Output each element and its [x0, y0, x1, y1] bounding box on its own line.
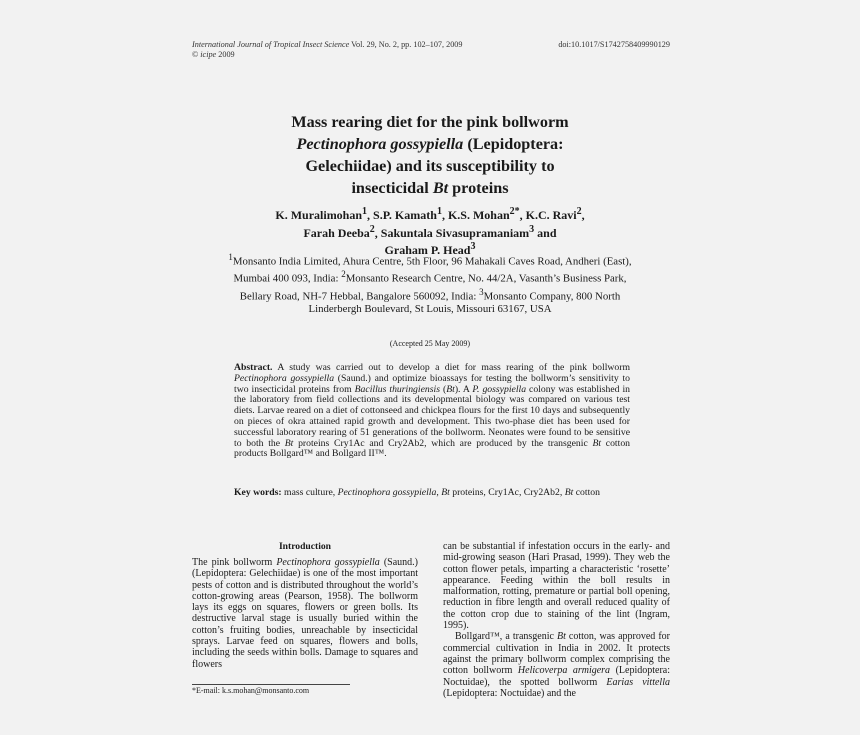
abstract-label: Abstract. [234, 362, 273, 373]
affiliations: $^1$Monsanto India Limited, Ahura Centre, 5th Floor, 96 Mahakali Caves Road, Andheri (East), Mumbai 400 093, India: $^2$Monsanto Research Centre, No. 44/2A, Vasanth’s Business Park, Bellary Road, NH-7 Hebbal, Bangalore 560092, India: $^3$Monsanto Company, 800 North Linderbergh Boulevard, St Louis, Missouri 63167, USA [228, 252, 632, 315]
running-header [192, 40, 462, 60]
journal-name: International Journal of Tropical Insect Science [192, 40, 350, 49]
doi[interactable]: doi:10.1017/S1742758409990129 [558, 40, 670, 49]
section-heading-introduction: Introduction [278, 541, 332, 552]
keywords: Key words: mass culture, Pectinophora gossypiella, Bt proteins, Cry1Ac, Cry2Ab2, Bt cotton [234, 487, 600, 498]
footnote-rule [192, 684, 350, 685]
paragraph: Bollgard™, a transgenic Bt cotton, was approved for commercial cultivation in India in 2002. It protects against the primary bollworm complex comprising the cotton bollworm Helicoverpa armigera (Lepidoptera: Noctuidae), the spotted bollworm Earias vittella (Lepidoptera: Noctuidae) and the [443, 631, 670, 699]
paragraph: The pink bollworm Pectinophora gossypiella (Saund.) (Lepidoptera: Gelechiidae) is one of the most important pests of cotton and is distributed throughout the world’s cotton-growing areas (Pearson, 1958). The bollworm lays its eggs on squares, flowers or green bolls. Its destructive larval stage is usually buried within the cotton’s fruiting bodies, unreachable by insecticidal sprays. Larvae feed on squares, flowers and bolls, including the seeds within bolls. Damage to squares and flowers [192, 557, 418, 670]
abstract: Abstract. A study was carried out to develop a diet for mass rearing of the pink bollworm Pectinophora gossypiella (Saund.) and optimize bioassays for testing the bollworm’s sensitivity to two insecticidal proteins from Bacillus thuringiensis (Bt). A P. gossypiella colony was established in the laboratory from field collections and its developmental biology was compared on various test diets. Larvae reared on a diet of cottonseed and chickpea flours for the first 10 days and subsequently on pieces of okra attained rapid growth and development. This two-phase diet has been used for successful laboratory rearing of 51 generations of the bollworm. Neonates were found to be sensitive to both the Bt proteins Cry1Ac and Cry2Ab2, which are produced by the transgenic Bt cotton products Bollgard™ and Bollgard II™. [234, 362, 631, 460]
paragraph: can be substantial if infestation occurs in the early- and mid-growing season (Hari Prasad, 1999). They web the cotton flower petals, imparting a characteristic ‘rosette’ appearance. Feeding within the boll results in malformation, rotting, premature or partial boll opening, reduction in fibre length and overall reduced quality of the cotton crop due to staining of the lint (Ingram, 1995). [443, 541, 670, 632]
body-column-right [443, 541, 670, 699]
body-column-left [192, 557, 418, 670]
footnote-email[interactable]: *E-mail: k.s.mohan@monsanto.com [192, 686, 310, 695]
journal-citation: International Journal of Tropical Insect Science Vol. 29, No. 2, pp. 102–107, 2009 [192, 40, 463, 49]
copyright-line: © icipe 2009 [192, 50, 235, 59]
author-list: K. Muralimohan$^1$, S.P. Kamath$^1$, K.S. Mohan$^{2*}$, K.C. Ravi$^2$, Farah Deeba$^2$, Sakuntala Sivasupramaniam$^3$ and Graham P. Head$^3$ [275, 206, 585, 258]
accepted-date: (Accepted 25 May 2009) [389, 339, 471, 348]
keywords-label: Key words: [234, 487, 282, 498]
paper-title: Mass rearing diet for the pink bollworm Pectinophora gossypiella (Lepidoptera: Gelechiidae) and its susceptibility to insecticidal Bt proteins [291, 113, 569, 197]
